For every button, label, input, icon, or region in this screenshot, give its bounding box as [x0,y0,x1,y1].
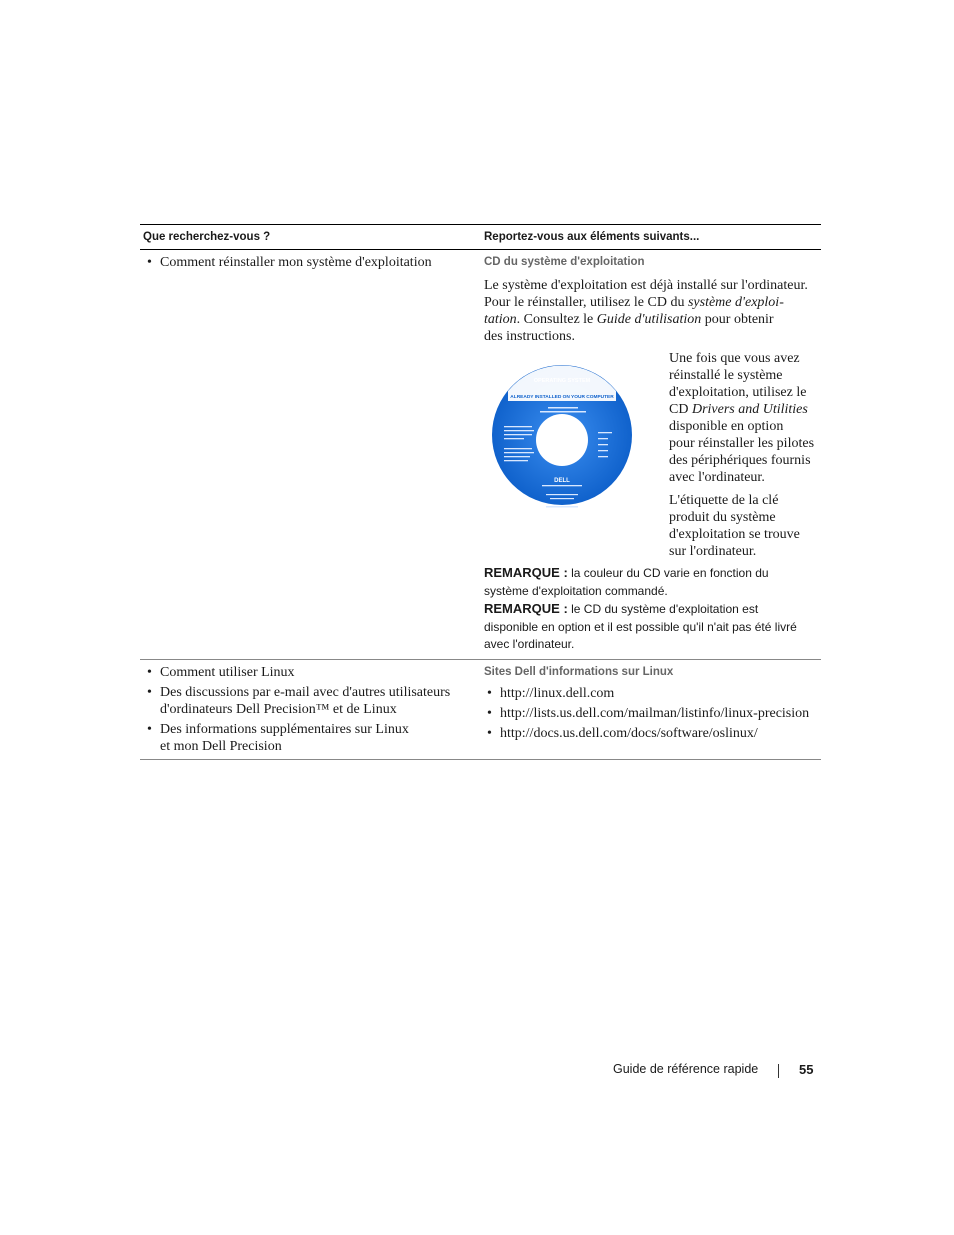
text-span: pour obtenir [701,312,774,327]
para-line: des instructions. [484,329,575,344]
row2-right-cell [484,660,821,759]
page-number: 55 [799,1062,814,1077]
text-span: . Consultez le [516,312,597,327]
para-line: produit du système [669,510,776,525]
para-line: avec l'ordinateur. [669,470,765,485]
list-item [140,721,450,755]
header-col-reference: Reportez-vous aux éléments suivants... [484,231,700,243]
para-line [669,401,829,418]
para-line: réinstallé le système [669,368,783,383]
text-span: CD [669,402,692,417]
list-item [140,684,450,718]
para-line [484,294,824,311]
para-line: des périphériques fournis [669,453,811,468]
text-span-italic: Guide d'utilisation [596,312,702,327]
para-line [484,311,824,328]
note-label: REMARQUE : [484,601,568,616]
para-line: d'exploitation se trouve [669,527,800,542]
section-title-linux-sites: Sites Dell d'informations sur Linux [484,666,674,678]
text-span: la couleur du CD varie en fonction du [567,566,769,580]
text-span: • Des informations supplémentaires sur Linux [160,722,409,737]
note-line: disponible en option et il est possible qu'il n'ait pas été livré [484,619,797,634]
text-span: le CD du système d'exploitation est [567,602,759,616]
cd-side-text [669,350,829,560]
row1-left-cell [140,250,484,659]
text-span: et mon Dell Precision [160,739,282,754]
text-span: Comment utiliser Linux [160,665,295,680]
header-col-search: Que recherchez-vous ? [143,231,271,243]
cd-os-label: OPERATING SYSTEM [533,378,591,384]
para-line: Une fois que vous avez [669,351,800,366]
row1-right-cell [484,250,821,659]
footer-separator [778,1064,779,1078]
footer-title: Guide de référence rapide [613,1062,759,1076]
text-span-italic: tation [484,312,517,327]
row2-left-cell [140,660,484,759]
note-line: avec l'ordinateur. [484,637,575,651]
list-item: • Comment réinstaller mon système d'exploitation [140,254,432,271]
cd-dell-logo: DELL [554,478,570,484]
os-cd-image [490,358,635,508]
linux-links-list [480,685,809,742]
para-line: sur l'ordinateur. [669,544,757,559]
text-span-italic: système d'exploi- [687,295,784,310]
para-line: L'étiquette de la clé [669,493,779,508]
link-oslinux-docs[interactable]: • http://docs.us.dell.com/docs/software/oslinux/ [480,725,809,742]
note-cd-optional [484,600,824,654]
para-line: d'exploitation, utilisez le [669,385,807,400]
cd-center-hole [536,414,588,466]
row2-bullet-list [140,664,450,755]
cd-banner-text: ALREADY INSTALLED ON YOUR COMPUTER [510,395,614,400]
link-linux-dell[interactable]: • http://linux.dell.com [480,685,809,702]
list-item [140,664,450,681]
para-line: disponible en option [669,419,784,434]
note-line [484,564,824,583]
text-span: • Des discussions par e-mail avec d'autres utilisateurs [160,685,451,700]
text-span: Pour le réinstaller, utilisez le CD du [484,295,688,310]
text-span: d'ordinateurs Dell Precision™ et de Linux [160,702,397,717]
section-title-os-cd: CD du système d'exploitation [484,256,645,268]
info-table [140,224,821,760]
os-cd-paragraph [484,277,824,345]
note-cd-color [484,564,824,600]
para-line: Le système d'exploitation est déjà installé sur l'ordinateur. [484,278,808,293]
table-row [140,250,821,660]
note-label: REMARQUE : [484,565,568,580]
para-line: pour réinstaller les pilotes [669,436,815,451]
text-span-italic: Drivers and Utilities [691,402,808,417]
note-line [484,600,824,619]
table-header [140,225,821,250]
table-row [140,660,821,760]
link-linux-precision-list[interactable]: • http://lists.us.dell.com/mailman/listinfo/linux-precision [480,705,809,722]
note-line: système d'exploitation commandé. [484,583,668,598]
row1-bullet-list [140,254,432,271]
